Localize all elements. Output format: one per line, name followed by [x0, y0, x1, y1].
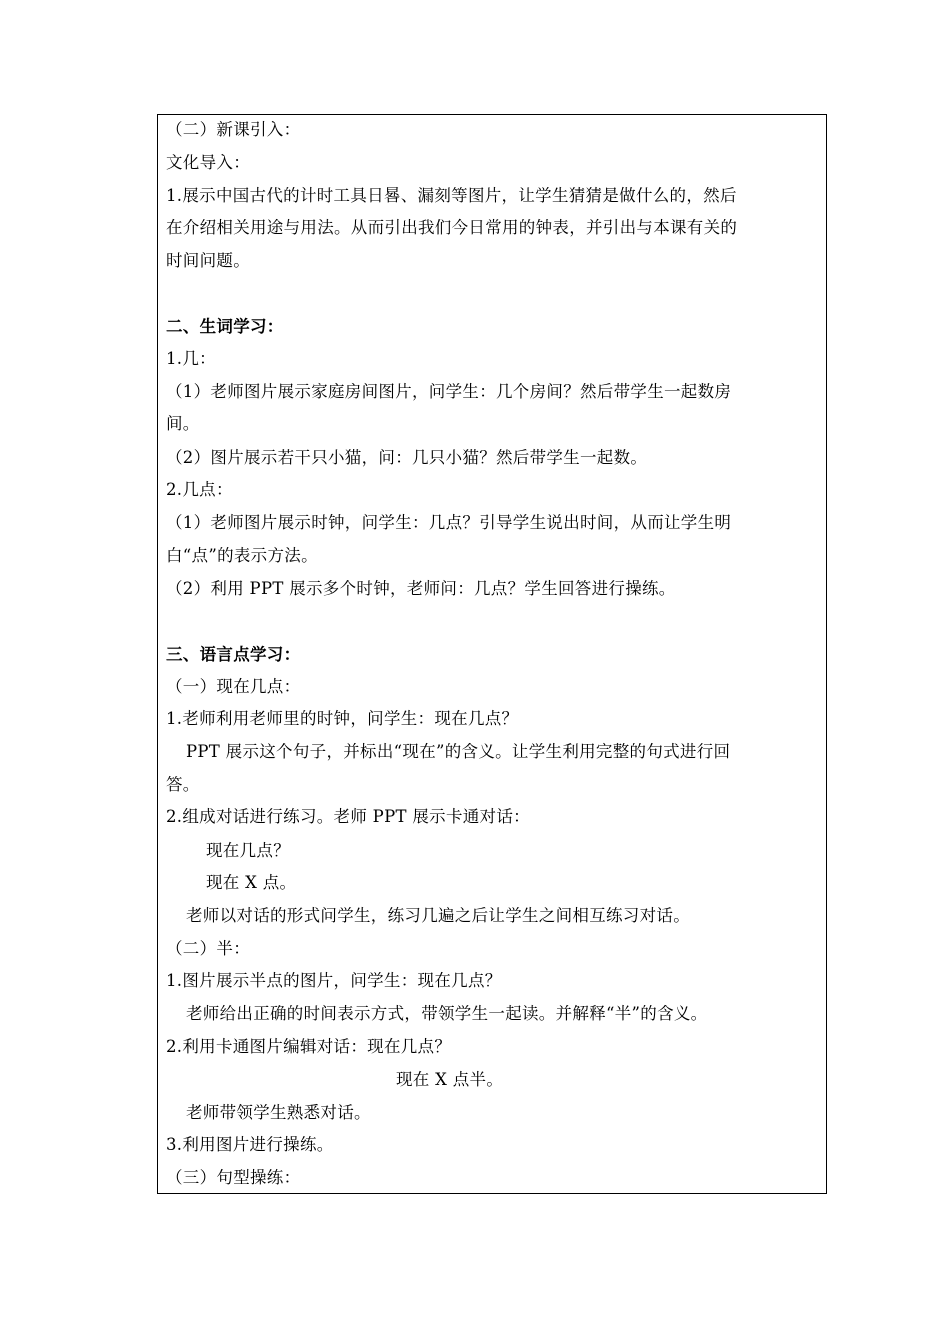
paragraph-line: （1）老师图片展示家庭房间图片，问学生：几个房间？然后带学生一起数房	[166, 382, 732, 401]
subsection-new-lesson: （二）新课引入：	[166, 120, 301, 139]
paragraph-line: 1.展示中国古代的计时工具日晷、漏刻等图片，让学生猜猜是做什么的，然后	[166, 186, 737, 205]
paragraph-line: 3.利用图片进行操练。	[166, 1135, 334, 1154]
paragraph-line: 老师给出正确的时间表示方式，带领学生一起读。并解释“半”的含义。	[186, 1004, 708, 1023]
paragraph-line: 间。	[166, 414, 200, 433]
paragraph-line: 2.利用卡通图片编辑对话：现在几点？	[166, 1037, 452, 1056]
paragraph-line: 在介绍相关用途与用法。从而引出我们今日常用的钟表，并引出与本课有关的	[166, 218, 738, 237]
paragraph-line: （2）图片展示若干只小猫，问：几只小猫？然后带学生一起数。	[166, 448, 648, 467]
list-item: 1.几：	[166, 349, 216, 368]
section-heading-vocabulary: 二、生词学习：	[166, 317, 284, 336]
paragraph-line: （1）老师图片展示时钟，问学生：几点？引导学生说出时间，从而让学生明	[166, 513, 732, 532]
paragraph-line: 1.图片展示半点的图片，问学生：现在几点？	[166, 971, 502, 990]
dialogue-line: 现在 X 点。	[206, 873, 297, 892]
dialogue-line: 现在几点？	[206, 841, 290, 860]
paragraph-line: 老师带领学生熟悉对话。	[186, 1103, 371, 1122]
subsection-heading: （一）现在几点：	[166, 677, 301, 696]
list-item: 2.几点：	[166, 480, 233, 499]
paragraph-line: （2）利用 PPT 展示多个时钟，老师问：几点？学生回答进行操练。	[166, 579, 676, 598]
culture-intro-label: 文化导入：	[166, 153, 250, 172]
paragraph-line: 白“点”的表示方法。	[166, 546, 318, 565]
paragraph-line: PPT 展示这个句子，并标出“现在”的含义。让学生利用完整的句式进行回	[186, 742, 731, 761]
dialogue-line: 现在 X 点半。	[396, 1070, 504, 1089]
paragraph-line: 时间问题。	[166, 251, 250, 270]
paragraph-line: 老师以对话的形式问学生，练习几遍之后让学生之间相互练习对话。	[186, 906, 690, 925]
paragraph-line: 2.组成对话进行练习。老师 PPT 展示卡通对话：	[166, 807, 530, 826]
paragraph-line: 答。	[166, 775, 200, 794]
section-heading-grammar: 三、语言点学习：	[166, 645, 301, 664]
subsection-heading: （二）半：	[166, 939, 250, 958]
paragraph-line: 1.老师利用老师里的时钟，问学生：现在几点？	[166, 709, 519, 728]
subsection-heading: （三）句型操练：	[166, 1168, 301, 1187]
